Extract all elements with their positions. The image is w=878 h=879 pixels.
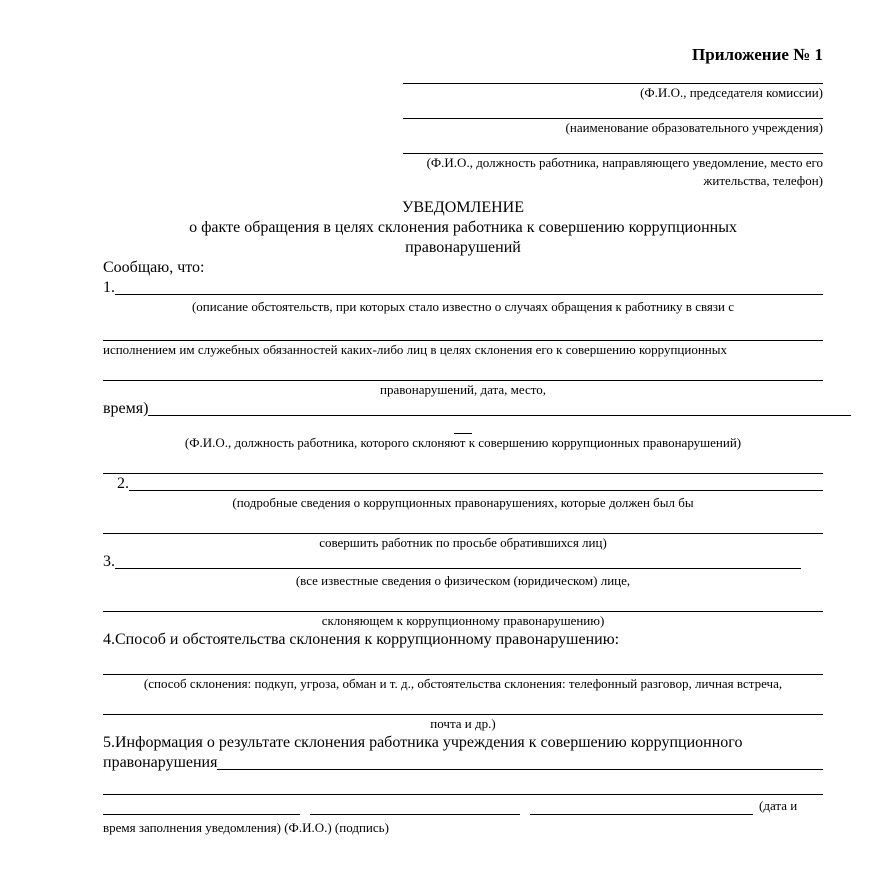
item-2-fill-line[interactable] (129, 474, 823, 491)
document-subtitle-line1: о факте обращения в целях склонения работника к совершению коррупционных (189, 219, 737, 236)
item-4-caption-2: почта и др.) (430, 716, 496, 731)
signature-row (103, 797, 823, 815)
item-1-caption-3: правонарушений, дата, место, (380, 382, 546, 397)
item-3-number: 3. (103, 553, 115, 570)
item-4-fill-line-1[interactable] (103, 650, 823, 675)
item-1-short-fill-line[interactable] (454, 419, 472, 434)
item-1-fill-line-2[interactable] (103, 316, 823, 341)
document-subtitle-line2: правонарушений (405, 239, 521, 256)
item-3-caption-2: склоняющем к коррупционному правонарушению) (321, 613, 605, 628)
item-4-text: 4.Способ и обстоятельства склонения к коррупционному правонарушению: (103, 631, 620, 648)
item-1-fill-line-3[interactable] (103, 359, 823, 381)
title-block (103, 198, 823, 258)
document-content (103, 45, 823, 837)
header-caption-institution: (наименование образовательного учреждения) (565, 120, 823, 135)
item-1-caption-2: исполнением им служебных обязанностей каких-либо лиц в целях склонения его к совершению коррупционных (103, 342, 727, 357)
item-2-caption-1: (подробные сведения о коррупционных правонарушениях, которые должен был бы (232, 495, 694, 510)
item-5-fill-line[interactable] (217, 753, 823, 770)
item-1-time-row (103, 399, 851, 419)
item-3-caption-1: (все известные сведения о физическом (юридическом) лице, (295, 573, 631, 588)
item-3-row (103, 552, 801, 572)
signature-date-fill-line[interactable] (103, 800, 300, 815)
item-1-caption-4: (Ф.И.О., должность работника, которого склоняют к совершению коррупционных правонарушений) (184, 435, 742, 450)
header-fields (403, 83, 823, 190)
header-caption-employee: (Ф.И.О., должность работника, направляющего уведомление, место его жительства, телефон) (426, 155, 823, 188)
signature-name-fill-line[interactable] (310, 800, 520, 815)
signature-sign-fill-line[interactable] (530, 800, 753, 815)
item-1-number: 1. (103, 279, 115, 296)
appendix-label: Приложение № 1 (692, 45, 823, 64)
item-1-fill-line-4[interactable] (103, 452, 823, 474)
item-5-fill-line-2[interactable] (103, 773, 823, 795)
item-5-row (103, 753, 823, 773)
item-2-number: 2. (117, 475, 129, 492)
item-2-row (117, 474, 823, 494)
item-5-label: правонарушения (103, 754, 218, 771)
item-1-row (103, 278, 823, 298)
item-2-fill-line-2[interactable] (103, 512, 823, 534)
item-3-fill-line[interactable] (115, 552, 801, 569)
item-1-time-label: время) (103, 400, 149, 417)
item-4-fill-line-2[interactable] (103, 693, 823, 715)
item-1-time-fill-line[interactable] (148, 399, 851, 416)
item-4-caption-1: (способ склонения: подкуп, угроза, обман и т. д., обстоятельства склонения: телефонный разговор, личная встреча, (143, 676, 783, 691)
item-2-caption-2: совершить работник по просьбе обратившихся лиц) (319, 535, 607, 550)
item-5-text-line1: 5.Информация о результате склонения работника учреждения к совершению коррупционного (103, 734, 743, 751)
item-3-fill-line-2[interactable] (103, 590, 823, 612)
intro-text: Сообщаю, что: (103, 259, 205, 276)
signature-date-suffix: (дата и (759, 798, 798, 813)
header-caption-chairman: (Ф.И.О., председателя комиссии) (640, 85, 823, 100)
footer-caption: время заполнения уведомления) (Ф.И.О.) (подпись) (103, 820, 389, 835)
item-1-fill-line[interactable] (115, 278, 823, 295)
document-title: УВЕДОМЛЕНИЕ (402, 199, 524, 216)
item-1-caption-1: (описание обстоятельств, при которых стало известно о случаях обращения к работнику в связи с (191, 299, 735, 314)
